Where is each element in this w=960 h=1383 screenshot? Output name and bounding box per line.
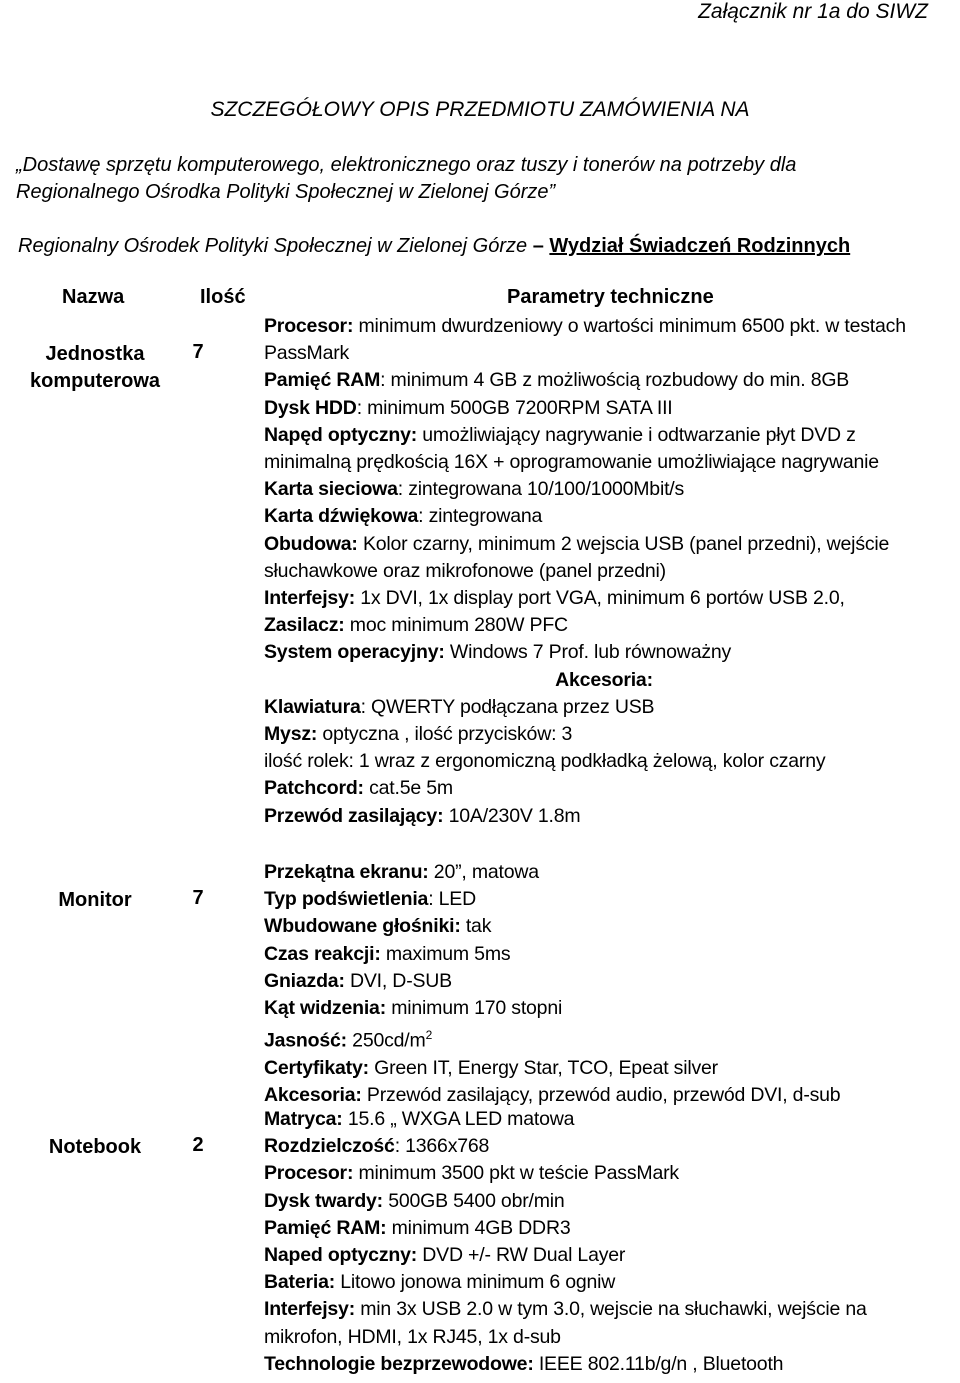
- spec-label: Patchcord:: [264, 777, 364, 800]
- column-header-qty: Ilość: [200, 286, 246, 308]
- spec-row: [264, 859, 944, 886]
- subtitle-line: „Dostawę sprzętu komputerowego, elektronicznego oraz tuszy i tonerów na potrzeby dla: [16, 154, 797, 176]
- spec-row: [264, 1188, 944, 1215]
- spec-row: [264, 340, 944, 367]
- spec-label: Wbudowane głośniki:: [264, 915, 461, 938]
- spec-value: minimum dwurdzeniowy o wartości minimum 6500 pkt. w testach: [353, 315, 906, 337]
- item-specs: [264, 859, 944, 1109]
- document-subtitle: [16, 152, 936, 206]
- spec-value: minimum 170 stopni: [386, 997, 563, 1020]
- spec-value: minimum 3500 pkt w teście PassMark: [353, 1162, 679, 1185]
- spec-value: 15.6 „ WXGA LED matowa: [342, 1108, 575, 1130]
- spec-value: : LED: [428, 888, 476, 911]
- spec-value: : 1366x768: [394, 1135, 490, 1158]
- spec-label: Obudowa:: [264, 532, 358, 555]
- spec-value: IEEE 802.11b/g/n , Bluetooth: [533, 1352, 784, 1375]
- spec-row: [264, 313, 944, 340]
- annex-label: Załącznik nr 1a do SIWZ: [698, 0, 928, 23]
- spec-row: [264, 1160, 944, 1187]
- spec-value: tak: [460, 915, 492, 938]
- spec-label: Naped optyczny:: [264, 1244, 418, 1267]
- spec-row: [264, 367, 944, 394]
- spec-row: [264, 995, 944, 1022]
- spec-row: [264, 1296, 944, 1323]
- spec-label: Dysk twardy:: [264, 1189, 383, 1212]
- column-header-name: Nazwa: [62, 286, 125, 308]
- spec-value: minimum 4GB DDR3: [386, 1216, 571, 1239]
- spec-value: : zintegrowana 10/100/1000Mbit/s: [397, 478, 685, 501]
- spec-value: cat.5e 5m: [363, 777, 453, 800]
- spec-label: Matryca:: [264, 1108, 343, 1130]
- spec-row: [264, 1022, 944, 1055]
- item-name-line: Notebook: [48, 1136, 142, 1158]
- spec-label: Certyfikaty:: [264, 1056, 369, 1079]
- spec-label: Interfejsy:: [264, 1298, 355, 1321]
- spec-row: [264, 694, 944, 721]
- item-name: [0, 887, 190, 914]
- item-name: [0, 341, 190, 395]
- spec-label: Dysk HDD: [264, 396, 357, 419]
- item-quantity: 7: [192, 341, 204, 363]
- spec-value: : minimum 500GB 7200RPM SATA III: [356, 396, 673, 419]
- spec-label: Klawiatura: [264, 695, 361, 718]
- spec-row: [264, 476, 944, 503]
- spec-row: [264, 1106, 944, 1133]
- spec-row: [264, 803, 944, 830]
- spec-label: Mysz:: [264, 723, 318, 746]
- item-name: [0, 1134, 190, 1161]
- spec-row: [264, 449, 944, 476]
- item-quantity: 7: [192, 887, 204, 909]
- item-name-line: Monitor: [58, 889, 132, 911]
- spec-value: PassMark: [264, 342, 350, 365]
- spec-label: Interfejsy:: [264, 587, 355, 610]
- spec-label: System operacyjny:: [264, 641, 445, 664]
- institution-name: Regionalny Ośrodek Polityki Społecznej w Zielonej Górze: [18, 235, 528, 257]
- spec-value: Windows 7 Prof. lub równoważny: [444, 641, 732, 664]
- spec-label: Rozdzielczość: [264, 1135, 395, 1158]
- spec-value: 500GB 5400 obr/min: [382, 1189, 565, 1212]
- item-name-line: Jednostka: [45, 343, 145, 365]
- spec-row: [264, 558, 944, 585]
- spec-value: maximum 5ms: [380, 942, 511, 965]
- spec-label: Czas reakcji:: [264, 942, 381, 965]
- spec-value: Green IT, Energy Star, TCO, Epeat silver: [368, 1056, 718, 1079]
- spec-row: [264, 1215, 944, 1242]
- spec-label: Procesor:: [264, 1162, 354, 1185]
- spec-label: Pamięć RAM:: [264, 1216, 387, 1239]
- spec-row: [264, 1269, 944, 1296]
- spec-value: DVD +/- RW Dual Layer: [417, 1244, 626, 1267]
- spec-value: umożliwiający nagrywanie i odtwarzanie płyt DVD z: [417, 423, 856, 446]
- spec-label: Akcesoria:: [264, 1084, 362, 1107]
- spec-value: 10A/230V 1.8m: [443, 804, 581, 827]
- spec-value: słuchawkowe oraz mikrofonowe (panel przedni): [264, 559, 666, 582]
- spec-row: [264, 612, 944, 639]
- spec-value: 20”, matowa: [428, 861, 539, 883]
- spec-row: [264, 1324, 944, 1351]
- spec-row: [264, 748, 944, 775]
- spec-row: [264, 1055, 944, 1082]
- organization-line: [18, 233, 948, 260]
- subtitle-line: Regionalnego Ośrodka Polityki Społecznej w Zielonej Górze”: [16, 181, 556, 203]
- spec-row: [264, 968, 944, 995]
- spec-label: Karta dźwiękowa: [264, 505, 419, 528]
- spec-row: [264, 639, 944, 666]
- spec-label: Technologie bezprzewodowe:: [264, 1352, 534, 1375]
- spec-label: Zasilacz:: [264, 614, 345, 637]
- document-title: SZCZEGÓŁOWY OPIS PRZEDMIOTU ZAMÓWIENIA NA: [210, 98, 750, 121]
- spec-value: Litowo jonowa minimum 6 ogniw: [335, 1271, 616, 1294]
- spec-label: Jasność:: [264, 1029, 347, 1052]
- item-specs: [264, 1106, 944, 1378]
- spec-label: Bateria:: [264, 1271, 336, 1294]
- spec-label: Kąt widzenia:: [264, 997, 386, 1020]
- spec-label: Napęd optyczny:: [264, 423, 418, 446]
- spec-row: [264, 585, 944, 612]
- spec-value: 1x DVI, 1x display port VGA, minimum 6 portów USB 2.0,: [355, 587, 845, 610]
- spec-value: : minimum 4 GB z możliwością rozbudowy do min. 8GB: [380, 369, 850, 392]
- department-name: Wydział Świadczeń Rodzinnych: [549, 235, 851, 257]
- item-quantity: 2: [192, 1134, 204, 1156]
- spec-label: Przekątna ekranu:: [264, 861, 429, 883]
- spec-value: : QWERTY podłączana przez USB: [360, 695, 655, 718]
- spec-value: Przewód zasilający, przewód audio, przewód DVI, d-sub: [361, 1084, 841, 1107]
- spec-label: Karta sieciowa: [264, 478, 398, 501]
- spec-row: [264, 1242, 944, 1269]
- spec-row: [264, 913, 944, 940]
- spec-value: moc minimum 280W PFC: [344, 614, 568, 637]
- spec-value: optyczna , ilość przycisków: 3: [317, 723, 573, 746]
- spec-value: : zintegrowana: [418, 505, 543, 528]
- spec-value: minimalną prędkością 16X + oprogramowanie umożliwiające nagrywanie: [264, 451, 879, 474]
- spec-row: [264, 422, 944, 449]
- spec-label: Przewód zasilający:: [264, 804, 444, 827]
- spec-label: Gniazda:: [264, 969, 345, 992]
- spec-row: [264, 721, 944, 748]
- spec-value: min 3x USB 2.0 w tym 3.0, wejscie na słuchawki, wejście na: [355, 1298, 867, 1321]
- spec-row: [264, 1351, 944, 1378]
- item-specs: [264, 313, 944, 830]
- spec-section-heading: Akcesoria:: [555, 668, 653, 691]
- spec-label: Typ podświetlenia: [264, 888, 429, 911]
- spec-row: [264, 775, 944, 802]
- spec-value: ilość rolek: 1 wraz z ergonomiczną podkładką żelową, kolor czarny: [264, 750, 826, 773]
- spec-value: Kolor czarny, minimum 2 wejscia USB (panel przedni), wejście: [357, 532, 890, 555]
- spec-row: [264, 395, 944, 422]
- separator: –: [532, 235, 544, 257]
- spec-value: DVI, D-SUB: [344, 969, 452, 992]
- spec-row: [264, 886, 944, 913]
- spec-superscript: 2: [425, 1028, 433, 1043]
- spec-row: [264, 941, 944, 968]
- spec-row: [264, 1133, 944, 1160]
- spec-label: Pamięć RAM: [264, 369, 381, 392]
- spec-value: mikrofon, HDMI, 1x RJ45, 1x d-sub: [264, 1325, 561, 1348]
- item-name-line: komputerowa: [29, 370, 161, 392]
- spec-value: 250cd/m: [346, 1029, 426, 1052]
- spec-row: [264, 531, 944, 558]
- spec-row: [264, 503, 944, 530]
- spec-label: Procesor:: [264, 315, 354, 337]
- column-header-params: Parametry techniczne: [507, 286, 714, 308]
